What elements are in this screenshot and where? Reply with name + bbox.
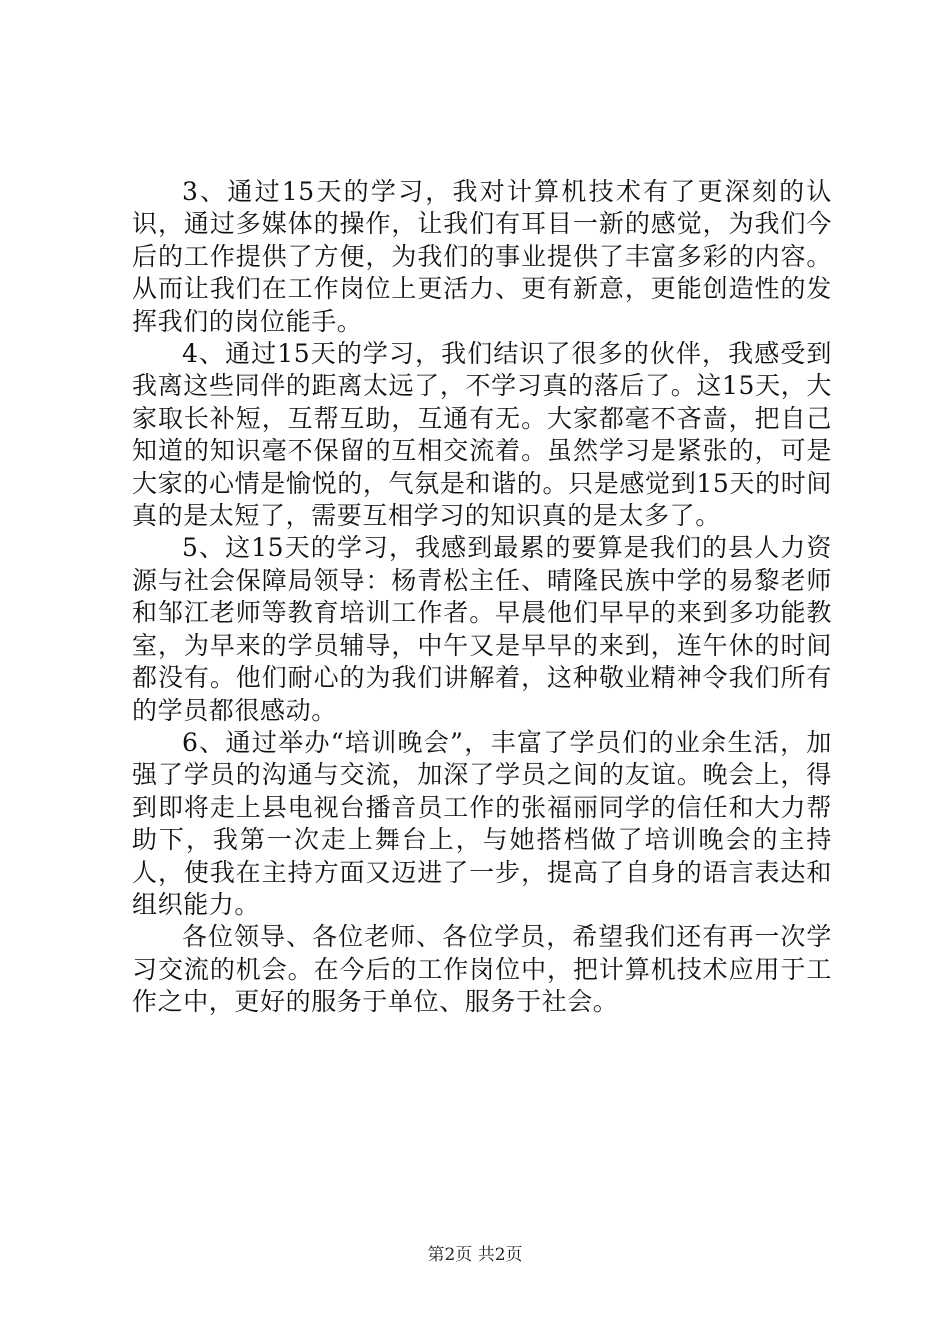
paragraph-3: 3、通过15天的学习，我对计算机技术有了更深刻的认识，通过多媒体的操作，让我们有耳目一新的感觉，为我们今后的工作提供了方便，为我们的事业提供了丰富多彩的内容。从而让我们在工作岗位上更活力、更有新意，更能创造性的发挥我们的岗位能手。 (132, 177, 832, 336)
paragraph-closing: 各位领导、各位老师、各位学员，希望我们还有再一次学习交流的机会。在今后的工作岗位中，把计算机技术应用于工作之中，更好的服务于单位、服务于社会。 (132, 922, 832, 1017)
paragraph-5: 5、这15天的学习，我感到最累的要算是我们的县人力资源与社会保障局领导：杨青松主任、晴隆民族中学的易黎老师和邹江老师等教育培训工作者。早晨他们早早的来到多功能教室，为早来的学员辅导，中午又是早早的来到，连午休的时间都没有。他们耐心的为我们讲解着，这种敬业精神令我们所有的学员都很感动。 (132, 533, 832, 725)
page-footer: 第2页 共2页 (427, 1245, 523, 1265)
paragraph-6: 6、通过举办“培训晚会”，丰富了学员们的业余生活，加强了学员的沟通与交流，加深了学员之间的友谊。晚会上，得到即将走上县电视台播音员工作的张福丽同学的信任和大力帮助下，我第一次走上舞台上，与她搭档做了培训晚会的主持人，使我在主持方面又迈进了一步，提高了自身的语言表达和组织能力。 (132, 727, 832, 919)
document-body (132, 176, 832, 1019)
paragraph-4: 4、通过15天的学习，我们结识了很多的伙伴，我感受到我离这些同伴的距离太远了，不学习真的落后了。这15天，大家取长补短，互帮互助，互通有无。大家都毫不吝啬，把自己知道的知识毫不保留的互相交流着。虽然学习是紧张的，可是大家的心情是愉悦的，气氛是和谐的。只是感觉到15天的时间真的是太短了，需要互相学习的知识真的是太多了。 (132, 339, 832, 531)
